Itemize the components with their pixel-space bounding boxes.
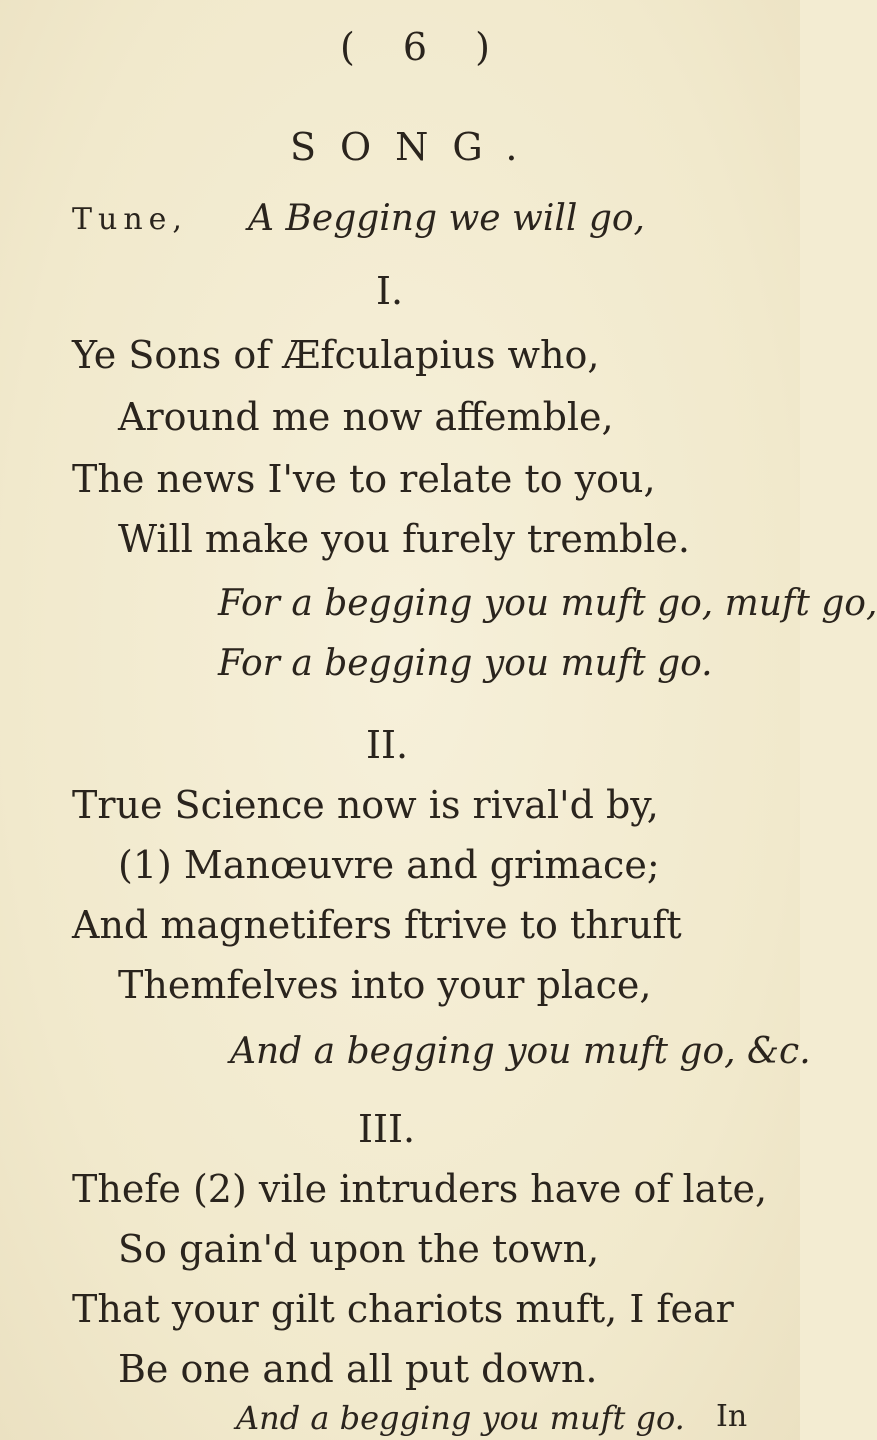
catchword: In — [716, 1399, 748, 1434]
song-title: SONG. — [290, 125, 542, 169]
stanza-3-line-3: That your gilt chariots muft, I fear — [72, 1287, 734, 1331]
stanza-3-line-2: So gain'd upon the town, — [118, 1227, 600, 1271]
stanza-2-line-2: (1) Manœuvre and grimace; — [118, 843, 660, 887]
stanza-3-line-4: Be one and all put down. — [118, 1347, 598, 1391]
stanza-1-line-4: Will make you furely tremble. — [118, 517, 691, 561]
stanza-1-numeral: I. — [376, 269, 404, 313]
stanza-1-line-2: Around me now affemble, — [118, 395, 614, 439]
stanza-2-line-3: And magnetifers ftrive to thruft — [72, 903, 682, 947]
stanza-3-refrain-1: And a begging you muft go. — [236, 1399, 685, 1437]
stanza-1-line-1: Ye Sons of Æfculapius who, — [72, 333, 600, 377]
page-number: ( 6 ) — [340, 25, 508, 69]
stanza-2-line-1: True Science now is rival'd by, — [72, 783, 659, 827]
stanza-1-refrain-2: For a begging you muft go. — [218, 643, 713, 684]
tune-line — [0, 198, 800, 248]
stanza-2-refrain-1: And a begging you muft go, &c. — [230, 1031, 811, 1072]
stanza-1-line-3: The news I've to relate to you, — [72, 457, 656, 501]
tune-label: Tune, — [72, 202, 188, 237]
stanza-2-numeral: II. — [366, 723, 409, 767]
tune-name: A Begging we will go, — [248, 198, 646, 239]
stanza-3-numeral: III. — [358, 1107, 416, 1151]
stanza-3-line-1: Thefe (2) vile intruders have of late, — [72, 1167, 768, 1211]
stanza-2-line-4: Themfelves into your place, — [118, 963, 652, 1007]
stanza-1-refrain-1: For a begging you muft go, muft go, — [218, 583, 877, 624]
